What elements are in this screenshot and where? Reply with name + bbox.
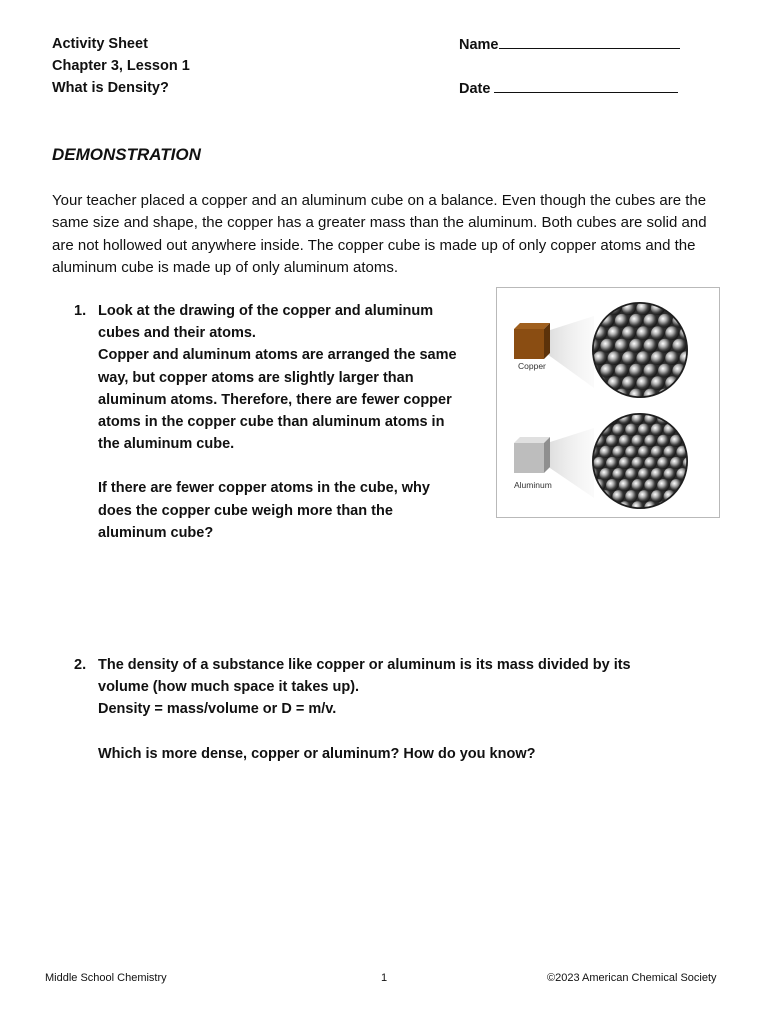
- question-1-number: 1.: [74, 303, 87, 319]
- atom: [644, 314, 658, 328]
- atom: [670, 413, 682, 425]
- atom: [574, 401, 586, 413]
- atom: [629, 339, 643, 353]
- date-label: Date: [459, 81, 491, 97]
- q1-line: atoms in the copper cube than aluminum atoms in: [98, 414, 445, 431]
- intro-paragraph: Your teacher placed a copper and an aluminum cube on a balance. Even though the cubes are the same size and shape, the copper has a greater mass than the aluminum. Both cubes are solid and are not hollowed out anywhere inside. The copper cube is made up of only copper atoms and the aluminum cube is made up of only aluminum atoms.: [52, 192, 707, 276]
- atoms-figure: [496, 287, 720, 518]
- atom: [689, 424, 701, 436]
- atom: [612, 468, 624, 480]
- atom: [606, 435, 618, 447]
- atom: [694, 351, 708, 365]
- atom: [687, 339, 701, 353]
- copper-cube: [514, 323, 550, 359]
- atom: [572, 289, 586, 303]
- atom: [600, 289, 614, 303]
- name-label: Name: [459, 37, 499, 53]
- atom: [638, 490, 650, 502]
- atom: [593, 501, 605, 513]
- atom: [651, 446, 663, 458]
- atom: [636, 351, 650, 365]
- q1-prompt-line: does the copper cube weigh more than the: [98, 502, 393, 519]
- atom: [622, 376, 636, 390]
- atom: [657, 479, 669, 491]
- atom: [580, 413, 592, 425]
- name-blank-line[interactable]: [499, 33, 680, 49]
- atom: [615, 364, 629, 378]
- atom: [625, 401, 637, 413]
- question-2: [74, 654, 714, 765]
- atom: [683, 479, 695, 491]
- atom: [593, 301, 607, 315]
- atom: [622, 351, 636, 365]
- atom: [615, 289, 629, 303]
- q1-prompt-line: If there are fewer copper atoms in the cube, why: [98, 480, 430, 497]
- atom: [689, 401, 701, 413]
- atom: [658, 339, 672, 353]
- lesson-title: What is Density?: [52, 80, 169, 96]
- atom: [672, 289, 686, 303]
- atom: [672, 339, 686, 353]
- atom: [665, 351, 679, 365]
- atom: [644, 289, 658, 303]
- atom: [632, 435, 644, 447]
- atom: [606, 457, 618, 469]
- atom: [657, 457, 669, 469]
- q1-line: the aluminum cube.: [98, 436, 235, 453]
- atom: [593, 457, 605, 469]
- atom: [615, 314, 629, 328]
- atom: [651, 401, 663, 413]
- atom: [657, 501, 669, 513]
- sheet-type: Activity Sheet: [52, 36, 148, 52]
- atom: [676, 401, 688, 413]
- atom: [625, 490, 637, 502]
- chapter-lesson: Chapter 3, Lesson 1: [52, 58, 190, 74]
- atom: [600, 401, 612, 413]
- atom: [574, 490, 586, 502]
- atom: [680, 376, 694, 390]
- atom: [644, 479, 656, 491]
- atom: [593, 376, 607, 390]
- atom: [632, 457, 644, 469]
- date-blank-line[interactable]: [494, 77, 678, 93]
- atom: [683, 457, 695, 469]
- atom: [606, 479, 618, 491]
- atom: [644, 339, 658, 353]
- atom: [638, 468, 650, 480]
- atom: [657, 435, 669, 447]
- atom: [572, 389, 586, 403]
- atom: [632, 479, 644, 491]
- atom: [665, 301, 679, 315]
- atom: [651, 424, 663, 436]
- atom: [644, 364, 658, 378]
- q1-line: Copper and aluminum atoms are arranged the same: [98, 347, 457, 364]
- atom: [579, 301, 593, 315]
- atom: [670, 457, 682, 469]
- atom: [619, 435, 631, 447]
- atom: [683, 413, 695, 425]
- atom: [638, 446, 650, 458]
- atom: [664, 446, 676, 458]
- q2-formula: Density = mass/volume or D = m/v.: [98, 701, 337, 718]
- atom: [664, 401, 676, 413]
- atom: [612, 446, 624, 458]
- footer-left: Middle School Chemistry: [45, 972, 167, 984]
- atom: [689, 446, 701, 458]
- q2-prompt: Which is more dense, copper or aluminum? How do you know?: [98, 745, 536, 762]
- q2-line: The density of a substance like copper or aluminum is its mass divided by its: [98, 657, 631, 673]
- atom: [658, 289, 672, 303]
- atom: [636, 376, 650, 390]
- atom: [600, 389, 614, 403]
- atom: [612, 424, 624, 436]
- atom: [680, 301, 694, 315]
- atom: [622, 326, 636, 340]
- atom: [644, 457, 656, 469]
- atom: [689, 490, 701, 502]
- atom: [580, 501, 592, 513]
- atom: [606, 501, 618, 513]
- aluminum-label: Aluminum: [514, 480, 552, 490]
- q1-line: way, but copper atoms are slightly larger than: [98, 369, 414, 386]
- section-title: DEMONSTRATION: [52, 145, 201, 164]
- atom: [629, 364, 643, 378]
- atom: [625, 446, 637, 458]
- atom: [619, 457, 631, 469]
- atom: [586, 389, 600, 403]
- atom: [636, 326, 650, 340]
- atom: [676, 490, 688, 502]
- atom: [672, 389, 686, 403]
- atom: [638, 424, 650, 436]
- atom: [629, 289, 643, 303]
- atom: [694, 301, 708, 315]
- q1-line: cubes and their atoms.: [98, 325, 256, 342]
- atom: [600, 490, 612, 502]
- atom: [586, 289, 600, 303]
- atom: [629, 314, 643, 328]
- q1-line: Look at the drawing of the copper and aluminum: [98, 303, 434, 319]
- question-1: [74, 300, 494, 544]
- atom: [664, 468, 676, 480]
- atom: [665, 326, 679, 340]
- atom: [608, 326, 622, 340]
- header-left: [52, 33, 190, 99]
- atom: [694, 376, 708, 390]
- aluminum-magnify-cone: [547, 428, 594, 498]
- copper-label: Copper: [518, 361, 546, 371]
- atom: [600, 468, 612, 480]
- atom: [694, 326, 708, 340]
- q1-prompt-line: aluminum cube?: [98, 524, 214, 541]
- atom: [593, 413, 605, 425]
- atom: [651, 351, 665, 365]
- question-2-number: 2.: [74, 657, 87, 673]
- atom: [651, 376, 665, 390]
- q1-line: aluminum atoms. Therefore, there are fewer copper: [98, 391, 452, 408]
- atom: [638, 401, 650, 413]
- atom: [651, 326, 665, 340]
- atoms-illustration: [497, 288, 719, 517]
- atom: [615, 339, 629, 353]
- atom: [651, 468, 663, 480]
- atom: [651, 490, 663, 502]
- atom: [689, 468, 701, 480]
- atom: [625, 424, 637, 436]
- atom: [608, 351, 622, 365]
- atom: [658, 364, 672, 378]
- atom: [687, 389, 701, 403]
- footer-copyright: ©2023 American Chemical Society: [547, 972, 717, 984]
- atom: [587, 401, 599, 413]
- atom: [644, 435, 656, 447]
- q2-line: volume (how much space it takes up).: [98, 679, 360, 696]
- date-field[interactable]: [459, 77, 678, 100]
- atom: [687, 364, 701, 378]
- atom: [687, 314, 701, 328]
- atom: [600, 339, 614, 353]
- atom: [625, 468, 637, 480]
- name-field[interactable]: [459, 33, 680, 56]
- atom: [600, 446, 612, 458]
- atom: [612, 401, 624, 413]
- page-number: 1: [381, 972, 388, 984]
- atom: [687, 289, 701, 303]
- atom: [608, 376, 622, 390]
- atom: [658, 314, 672, 328]
- atom: [683, 501, 695, 513]
- copper-magnify-cone: [547, 316, 594, 388]
- atom: [619, 479, 631, 491]
- atom: [670, 501, 682, 513]
- atom: [600, 364, 614, 378]
- aluminum-cube: [514, 437, 550, 473]
